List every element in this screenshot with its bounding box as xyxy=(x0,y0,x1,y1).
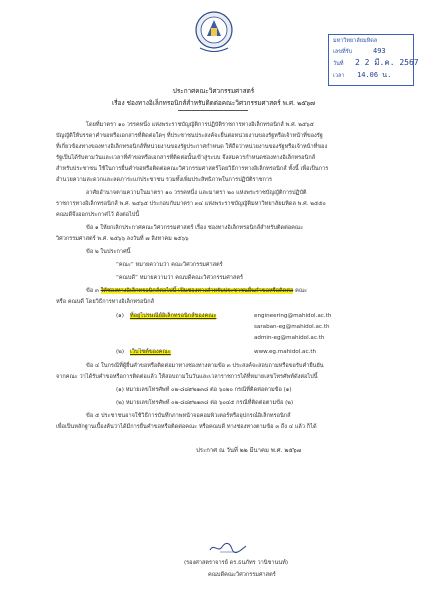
para1-line4: รัฐเป็นได้รับตามวันและเวลาที่คำขอหรือเอกสารที่ติดต่อนั้นเข้าสู่ระบบ จึงสมควรกำหนดช่องทางอิเล็กทรอนิกส์ xyxy=(56,155,316,161)
clause2-def-dean: “คณบดี” หมายความว่า คณบดีคณะวิศวกรรมศาสตร์ xyxy=(116,275,243,281)
para1-line2: บัญญัติให้บรรดาคำขอหรือเอกสารที่ติดต่อใดๆ ที่ประชาชนประสงค์จะยื่นต่อหน่วยงานของรัฐหรือเจ้าหน้าที่ของรัฐ xyxy=(56,133,323,139)
clause3-suffix: คณะ xyxy=(295,288,308,294)
clause5-line2: เพื่อเป็นหลักฐานเบื้องต้นว่าได้มีการยื่นคำขอหรือติดต่อคณะ หรือคณบดี ทางช่องทางตามข้อ ๓ ถึง ๔ แล้ว ก็ได้ xyxy=(56,424,317,430)
document-title: ประกาศคณะวิศวกรรมศาสตร์ xyxy=(172,87,255,95)
university-seal-icon xyxy=(192,8,236,56)
website-link[interactable]: www.eg.mahidol.ac.th xyxy=(254,349,317,355)
clause3-item1-text: ที่อยู่ไปรษณีย์อิเล็กทรอนิกส์ของคณะ xyxy=(130,313,217,319)
clause1-line2: วิศวกรรมศาสตร์ พ.ศ. ๒๕๖๖ ลงวันที่ ๗ สิงหาคม ๒๕๖๖ xyxy=(56,236,189,242)
clause4-line2: จากคณะ ว่าได้รับคำขอหรือการติดต่อแล้ว ให้สอบถามในวันและเวลาราชการได้ที่หมายเลขโทรศัพท์ดังต่อไปนี้ xyxy=(56,374,318,380)
receipt-stamp xyxy=(328,34,419,86)
stamp-line-4: เวลา xyxy=(333,73,345,79)
document-subject: เรื่อง ช่องทางอิเล็กทรอนิกส์สำหรับติดต่อคณะวิศวกรรมศาสตร์ พ.ศ. ๒๕๖๗ xyxy=(112,99,315,107)
clause2-def-faculty: “คณะ” หมายความว่า คณะวิศวกรรมศาสตร์ xyxy=(116,262,223,268)
signer-position: คณบดีคณะวิศวกรรมศาสตร์ xyxy=(208,572,276,578)
clause1-line1: ข้อ ๑ ให้ยกเลิกประกาศคณะวิศวกรรมศาสตร์ เรื่อง ช่องทางอิเล็กทรอนิกส์สำหรับติดต่อคณะ xyxy=(86,225,304,231)
clause4-line1: ข้อ ๔ ในกรณีที่ผู้ยื่นคำขอหรือติดต่อมาทางช่องทางตามข้อ ๓ ประสงค์จะสอบถามหรือขอรับคำยืนยัน xyxy=(86,363,324,369)
clause2: ข้อ ๒ ในประกาศนี้ xyxy=(86,249,131,255)
para1-line1: โดยที่มาตรา ๑๐ วรรคหนึ่ง แห่งพระราชบัญญัติการปฏิบัติราชการทางอิเล็กทรอนิกส์ พ.ศ. ๒๕๖๕ xyxy=(86,122,314,128)
para2-line3: คณบดีจึงออกประกาศไว้ ดังต่อไปนี้ xyxy=(56,212,140,218)
stamp-time: 14.06 น. xyxy=(357,71,392,79)
email-engineering-link[interactable]: engineering@mahidol.ac.th xyxy=(254,313,332,319)
para1-line5: สำหรับประชาชน ใช้ในการยื่นคำขอหรือติดต่อคณะวิศวกรรมศาสตร์โดยวิธีการทางอิเล็กทรอนิกส์ ทั้งนี้ เพื่อเป็นการ xyxy=(56,166,329,172)
para1-line3: ที่เกี่ยวข้องทางของทางอิเล็กทรอนิกส์ที่หน่วยงานของรัฐประกาศกำหนด ให้ถือว่าหน่วยงานของรัฐหรือเจ้าหน้าที่ของ xyxy=(56,144,328,150)
clause3-prefix: ข้อ ๓ xyxy=(86,288,99,294)
clause3-item2-label: (๒) xyxy=(116,349,125,355)
clause3-line2: หรือ คณบดี โดยวิธีการทางอิเล็กทรอนิกส์ xyxy=(56,299,155,305)
clause3-line1 xyxy=(86,289,307,295)
announcement-date: ประกาศ ณ วันที่ ๒๒ มีนาคม พ.ศ. ๒๕๖๗ xyxy=(196,447,302,454)
stamp-date: 2 2 มี.ค. 2567 xyxy=(355,58,419,67)
para1-line6: อำนวยความสะดวกและลดภาระแก่ประชาชน รวมทั้งเพิ่มประสิทธิภาพในการปฏิบัติราชการ xyxy=(56,177,273,183)
stamp-line-1: มหาวิทยาลัยมหิดล xyxy=(333,38,378,44)
email-saraban-link[interactable]: saraban-eg@mahidol.ac.th xyxy=(254,324,330,330)
clause3-item1-label: (๑) xyxy=(116,313,124,319)
clause4-phone1: (๑) หมายเลขโทรศัพท์ ๐๒-๘๘๙๒๑๓๘ ต่อ ๖๐๒๐ กรณีที่ติดต่อตามข้อ (๑) xyxy=(116,387,292,393)
stamp-line-2: เลขที่รับ xyxy=(333,49,353,55)
email-admin-link[interactable]: admin-eg@mahidol.ac.th xyxy=(254,335,325,341)
stamp-number: 493 xyxy=(373,47,386,55)
signer-name: (รองศาสตราจารย์ ดร.ธนภัทร วานิชานนท์) xyxy=(184,560,289,566)
title-divider xyxy=(178,110,248,111)
para2-line2: ราชการทางอิเล็กทรอนิกส์ พ.ศ. ๒๕๖๕ ประกอบกับมาตรา ๓๔ แห่งพระราชบัญญัติมหาวิทยาลัยมหิดล พ.ศ. ๒๕๕๐ xyxy=(56,201,326,207)
clause5-line1: ข้อ ๕ ประชาชนอาจใช้วิธีการบันทึกภาพหน้าจอคอมพิวเตอร์หรืออุปกรณ์อิเล็กทรอนิกส์ xyxy=(86,413,291,419)
clause3-item2-text: เว็บไซต์ของคณะ xyxy=(130,349,171,355)
stamp-line-3: วันที่ xyxy=(333,61,344,67)
para2-line1: อาศัยอำนาจตามความในมาตรา ๑๐ วรรคหนึ่ง และมาตรา ๒๐ แห่งพระราชบัญญัติการปฏิบัติ xyxy=(86,190,307,196)
signature-icon xyxy=(208,540,248,554)
clause4-phone2: (๒) หมายเลขโทรศัพท์ ๐๒-๘๘๙๒๑๓๘ ต่อ ๖๐๔๕ กรณีที่ติดต่อตามข้อ (๒) xyxy=(116,400,294,406)
clause3-highlight: ให้ช่องทางอิเล็กทรอนิกส์ต่อไปนี้ เป็นช่องทางสำหรับประชาชนยื่นคำขอหรือติดต่อ xyxy=(100,288,294,294)
